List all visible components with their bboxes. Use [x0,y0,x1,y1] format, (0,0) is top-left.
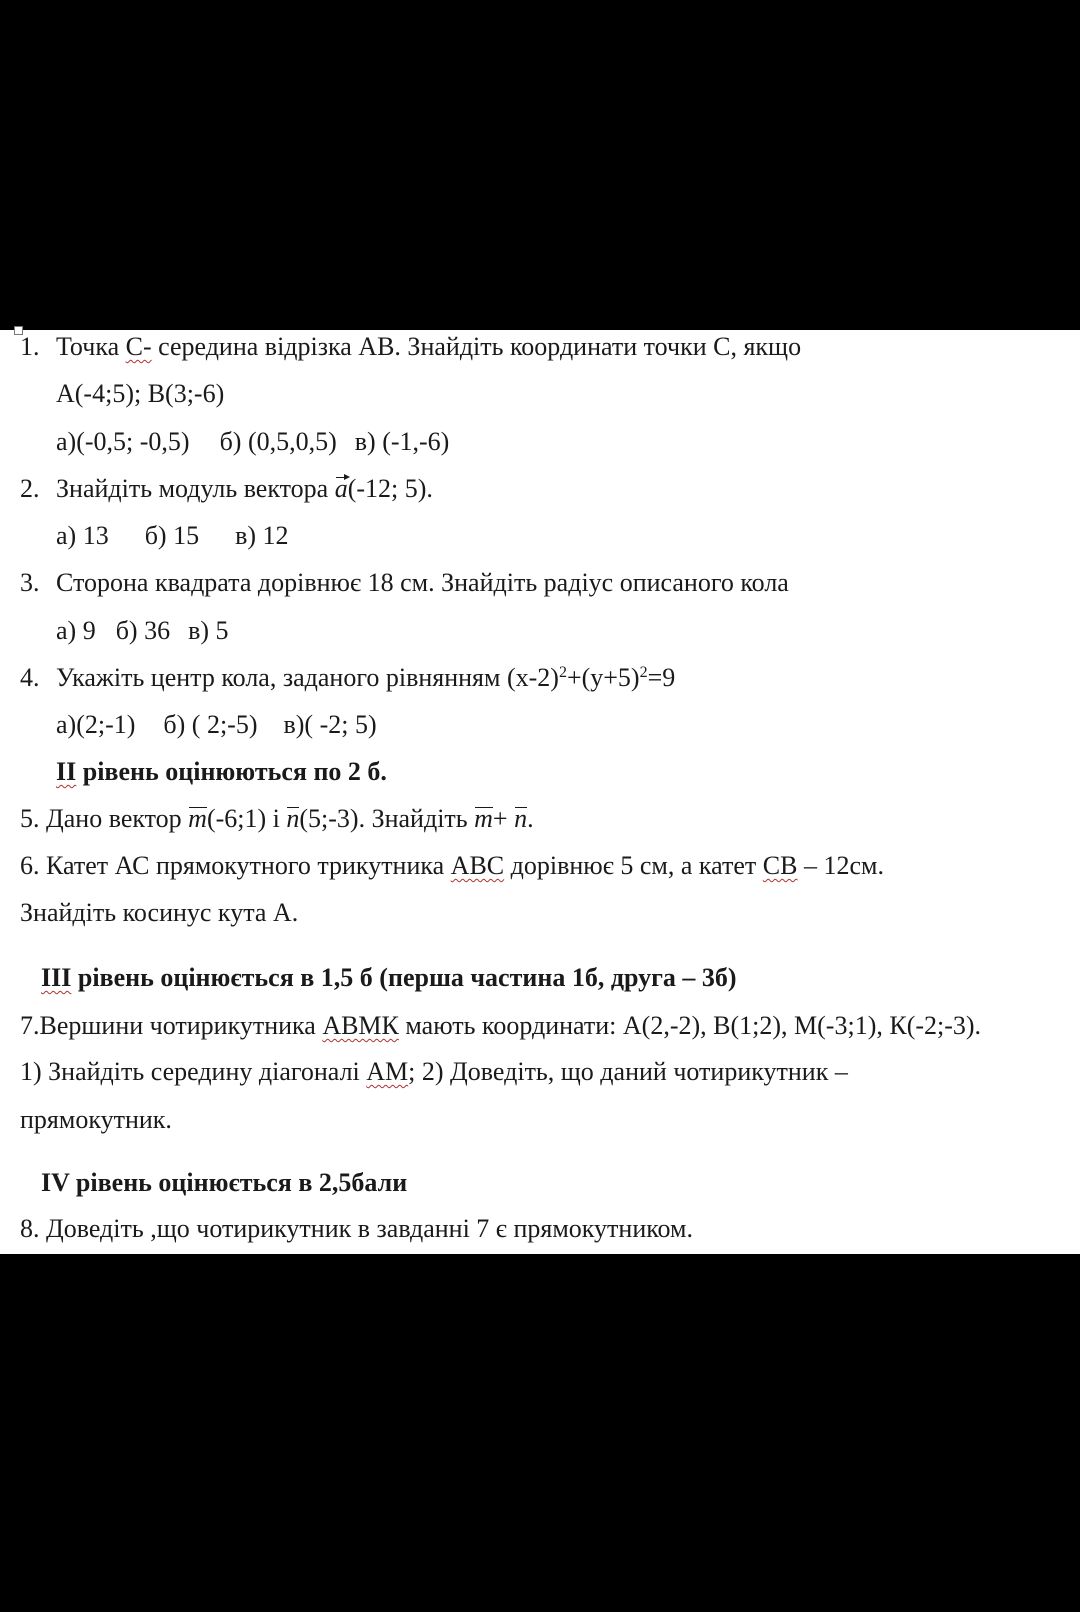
question-text: мають координати: А(2,-2), В(1;2), М(-3;1), К(-2;-3). [398,1011,982,1040]
level-4-heading: IV рівень оцінюється в 2,5бали [41,1168,408,1197]
segment-cb: СВ [762,851,798,880]
question-2-options [56,521,289,551]
diagonal-am: АМ [366,1057,409,1086]
question-7-line-2 [20,1057,848,1087]
question-3 [20,568,789,598]
option-c: в) (-1,-6) [354,427,450,456]
option-c: в)( -2; 5) [283,710,377,739]
question-text: дорівнює 5 см, а катет [504,851,763,880]
triangle-abc: АВС [450,851,505,880]
quadrilateral-abmk: АВМК [322,1011,399,1040]
question-text: – 12см. [797,851,884,880]
worksheet-page [0,330,1080,1254]
option-a: а)(2;-1) [56,710,136,739]
option-c: в) 5 [188,616,229,645]
question-6 [20,851,884,881]
question-text: Знайдіть модуль вектора [56,474,335,503]
option-b: б) (0,5,0,5) [219,427,337,456]
exponent: 2 [558,664,567,681]
question-1-options [56,427,449,457]
option-a: а) 13 [56,521,109,550]
question-text: (5;-3). Знайдіть [299,804,475,833]
question-number: 1. [20,332,40,361]
question-5 [20,804,534,834]
question-text: Сторона квадрата дорівнює 18 см. Знайдіть радіус описаного кола [56,568,789,597]
question-7 [20,1011,981,1041]
question-text: 6. Катет АС прямокутного трикутника [20,851,451,880]
question-1-points: А(-4;5); В(3;-6) [56,379,225,408]
option-a: а) 9 [56,616,96,645]
option-b: б) 36 [115,616,171,645]
level-number: ІІІ [41,963,72,992]
question-4-options [56,710,377,740]
question-1 [20,332,801,362]
vector-a: a [334,474,348,503]
exponent: 2 [639,664,648,681]
question-7-line-3: прямокутник. [20,1105,172,1134]
point-c-label: С- [125,332,152,361]
question-text: Укажіть центр кола, заданого рівнянням (х-2) [56,663,559,692]
option-b: б) ( 2;-5) [163,710,258,739]
question-number: 4. [20,663,40,692]
vector-m: m [188,804,207,833]
question-text: Точка [56,332,126,361]
option-a: а)(-0,5; -0,5) [56,427,190,456]
question-number: 2. [20,474,40,503]
vector-n: n [514,804,528,833]
question-text: 7.Вершини чотирикутника [20,1011,323,1040]
question-text: 1) Знайдіть середину діагоналі [20,1057,367,1086]
equation-middle: +(у+5) [566,663,640,692]
vector-n: n [286,804,300,833]
question-2 [20,474,433,504]
equation-end: =9 [647,663,676,692]
question-4 [20,663,675,693]
option-b: б) 15 [144,521,200,550]
question-text: + [492,804,515,833]
question-3-options [56,616,229,646]
question-text: ; 2) Доведіть, що даний чотирикутник – [408,1057,848,1086]
question-6-line-2: Знайдіть косинус кута А. [20,898,299,927]
question-text: . [527,804,534,833]
question-number: 3. [20,568,40,597]
option-c: в) 12 [235,521,289,550]
question-text-rest: (-12; 5). [347,474,433,503]
question-text: 5. Дано вектор [20,804,189,833]
vector-m: m [474,804,493,833]
question-8: 8. Доведіть ,що чотирикутник в завданні 7 є прямокутником. [20,1214,694,1243]
level-text: рівень оцінюється в 1,5 б (перша частина 1б, друга – 3б) [71,963,737,992]
question-text: (-6;1) і [206,804,287,833]
level-number: ІІ [56,757,77,786]
question-text-rest: середина відрізка АВ. Знайдіть координати точки С, якщо [151,332,802,361]
level-3-heading [41,963,737,993]
level-text: рівень оцінюються по 2 б. [76,757,387,786]
level-2-heading [56,757,387,787]
